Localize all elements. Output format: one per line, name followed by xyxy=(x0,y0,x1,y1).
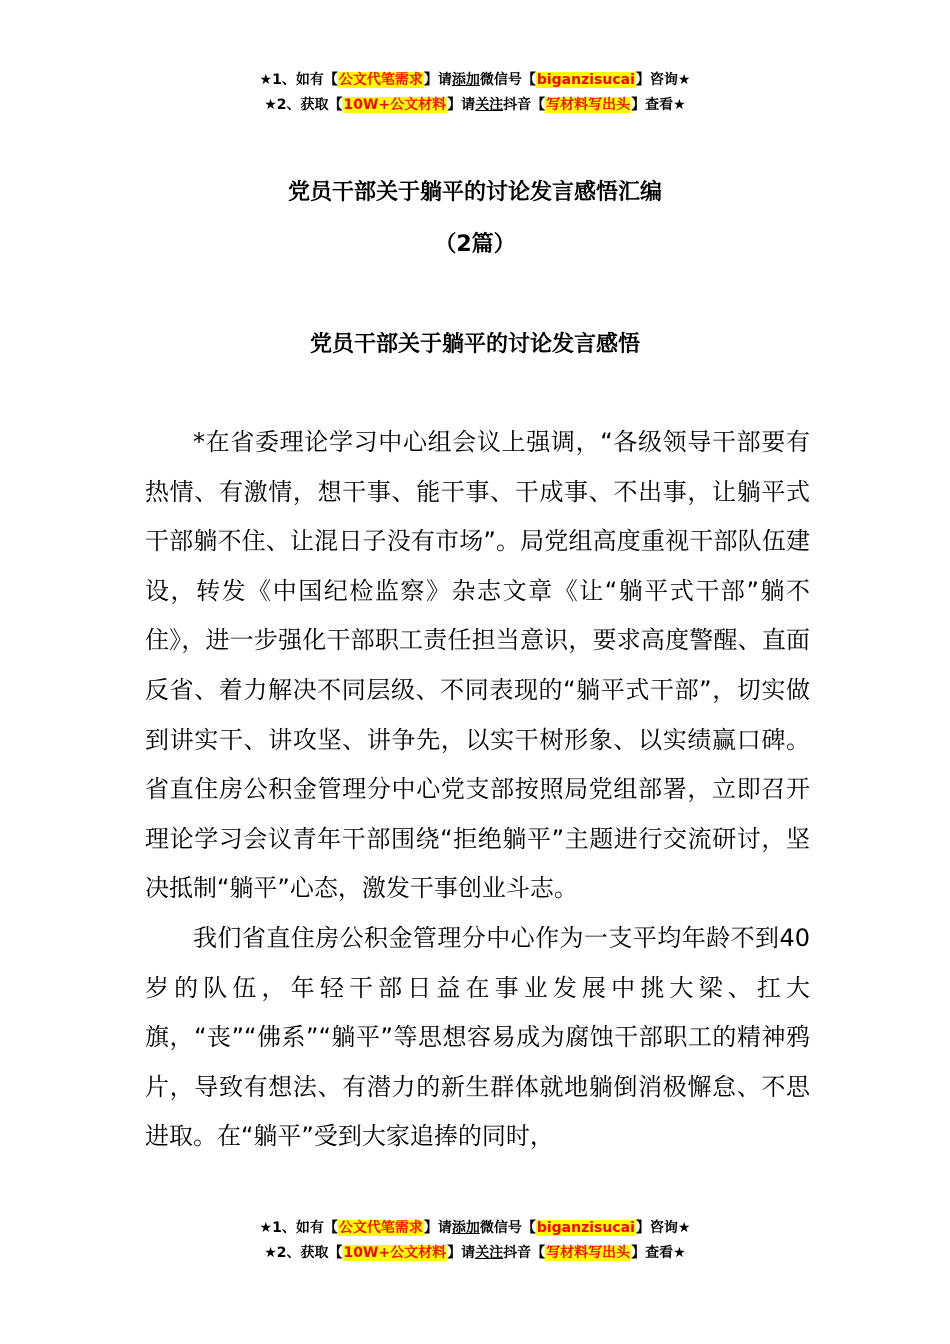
banner-underlined: 关注 xyxy=(475,1245,504,1261)
footer-banner xyxy=(0,1216,950,1266)
document-body xyxy=(145,418,810,1162)
body-paragraph: *在省委理论学习中心组会议上强调，“各级领导干部要有热情、有激情，想干事、能干事、干成事、不出事，让躺平式干部躺不住、让混日子没有市场”。局党组高度重视干部队伍建设，转发《中国纪检监察》杂志文章《让“躺平式干部”躺不住》，进一步强化干部职工责任担当意识，要求高度警醒、直面反省、着力解决不同层级、不同表现的“躺平式干部”，切实做到讲实干、讲攻坚、讲争先，以实干树形象、以实绩赢口碑。省直住房公积金管理分中心党支部按照局党组部署，立即召开理论学习会议青年干部围绕“拒绝躺平”主题进行交流研讨，坚决抵制“躺平”心态，激发干事创业斗志。 xyxy=(145,428,810,903)
banner-text: 】请 xyxy=(447,97,476,113)
section-title: 党员干部关于躺平的讨论发言感悟 xyxy=(309,332,640,357)
document-title-count: （2篇） xyxy=(434,232,516,257)
banner-underlined: 添加 xyxy=(451,1220,480,1236)
banner-highlight: biganzisucai xyxy=(536,1220,635,1236)
banner-text: ★1、如有【 xyxy=(259,1220,338,1236)
banner-text: ★1、如有【 xyxy=(259,72,338,88)
banner-text: 】请 xyxy=(447,1245,476,1261)
banner-highlight: 写材料写出头 xyxy=(546,1245,631,1261)
banner-underlined: 添加 xyxy=(451,72,480,88)
document-title: 党员干部关于躺平的讨论发言感悟汇编 xyxy=(287,180,662,205)
banner-line-2 xyxy=(0,93,950,118)
banner-text: 抖音【 xyxy=(503,97,546,113)
banner-highlight: 公文代笔需求 xyxy=(338,72,423,88)
banner-highlight: 公文代笔需求 xyxy=(338,1220,423,1236)
banner-highlight: 写材料写出头 xyxy=(546,97,631,113)
banner-highlight: 10W+公文材料 xyxy=(343,97,447,113)
banner-text: 抖音【 xyxy=(503,1245,546,1261)
banner-text: 】查看★ xyxy=(631,97,686,113)
banner-text: 】查看★ xyxy=(631,1245,686,1261)
banner-line-1 xyxy=(0,1216,950,1241)
banner-highlight: biganzisucai xyxy=(536,72,635,88)
banner-line-2 xyxy=(0,1241,950,1266)
banner-highlight: 10W+公文材料 xyxy=(343,1245,447,1261)
banner-underlined: 关注 xyxy=(475,97,504,113)
banner-text: 】请 xyxy=(423,72,452,88)
banner-text: 】请 xyxy=(423,1220,452,1236)
banner-text: 微信号【 xyxy=(479,1220,536,1236)
banner-text: 】咨询★ xyxy=(635,1220,691,1236)
banner-text: 】咨询★ xyxy=(635,72,691,88)
banner-text: ★2、获取【 xyxy=(264,1245,343,1261)
body-paragraph: 我们省直住房公积金管理分中心作为一支平均年龄不到40岁的队伍，年轻干部日益在事业发展中挑大梁、扛大旗，“丧”“佛系”“躺平”等思想容易成为腐蚀干部职工的精神鸦片，导致有想法、有潜力的新生群体就地躺倒消极懈怠、不思进取。在“躺平”受到大家追捧的同时， xyxy=(145,923,810,1151)
banner-line-1 xyxy=(0,68,950,93)
banner-text: 微信号【 xyxy=(479,72,536,88)
banner-text: ★2、获取【 xyxy=(264,97,343,113)
header-banner xyxy=(0,68,950,118)
